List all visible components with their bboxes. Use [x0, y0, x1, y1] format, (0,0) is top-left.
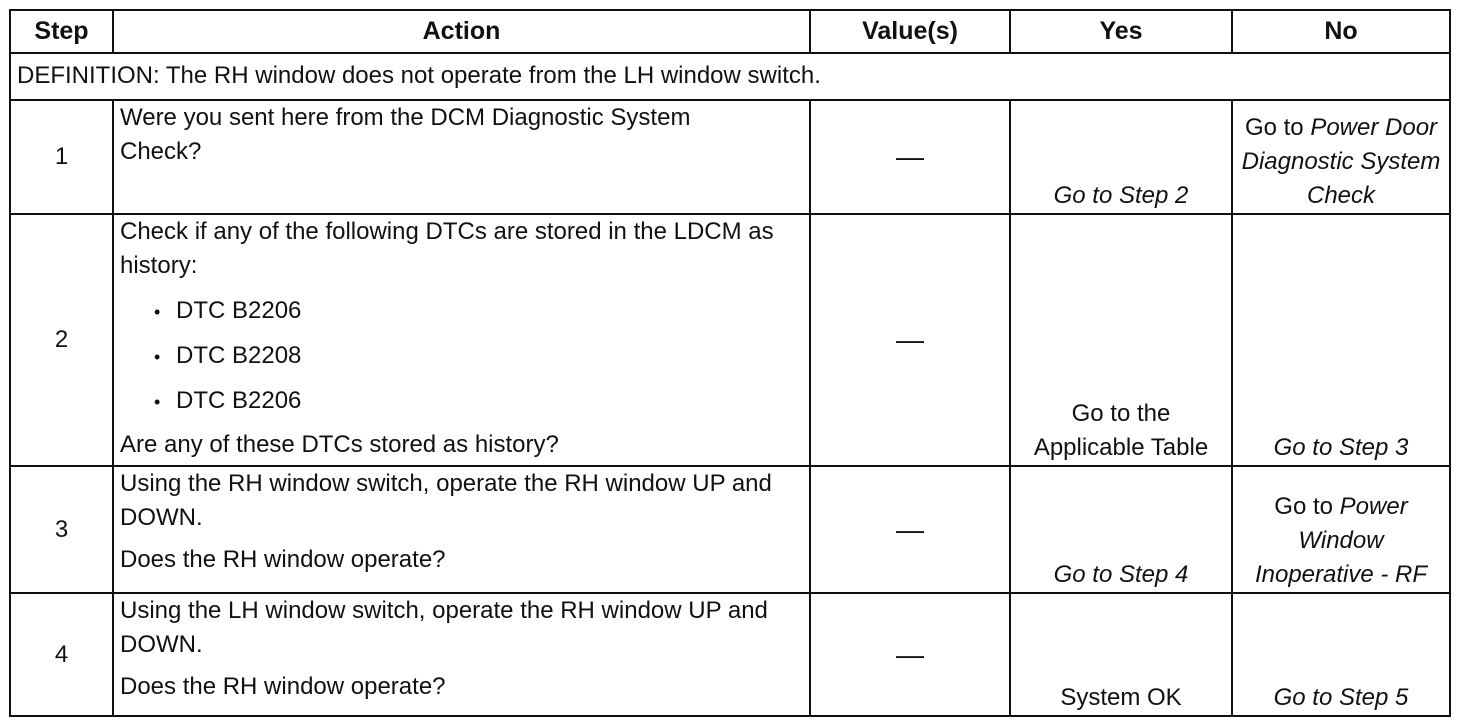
- no-cell: [1232, 100, 1450, 215]
- value-cell: —: [810, 593, 1010, 716]
- action-text: Using the LH window switch, operate the RH window UP and DOWN.: [120, 597, 768, 659]
- definition-text: DEFINITION: The RH window does not operate from the LH window switch.: [10, 53, 1450, 99]
- no-cell: [1232, 593, 1450, 716]
- value-cell: —: [810, 466, 1010, 593]
- header-values: Value(s): [810, 10, 1010, 53]
- dtc-code: DTC B2208: [176, 342, 302, 370]
- yes-cell: [1010, 100, 1232, 215]
- action-question: Does the RH window operate?: [120, 673, 446, 701]
- action-text: Check if any of the following DTCs are stored in the LDCM as history:: [120, 218, 774, 280]
- table-row: [10, 100, 1450, 215]
- table-row: [10, 466, 1450, 593]
- no-link: Power Window Inoperative - RF: [1254, 493, 1428, 589]
- yes-link: Go to Step 2: [1053, 182, 1189, 210]
- step-number: 4: [10, 593, 113, 716]
- list-item: [154, 289, 803, 334]
- definition-row: [10, 53, 1450, 99]
- yes-link: Go to Step 4: [1053, 561, 1189, 589]
- yes-cell: Go to the Applicable Table: [1010, 214, 1232, 466]
- bullet-icon: •: [154, 392, 161, 413]
- list-item: [154, 379, 803, 424]
- action-text: Check?: [120, 137, 202, 165]
- value-cell: —: [810, 214, 1010, 466]
- value-cell: —: [810, 100, 1010, 215]
- action-cell: [113, 593, 810, 716]
- no-cell: [1232, 466, 1450, 593]
- no-prefix: Go to: [1274, 493, 1340, 521]
- header-yes: Yes: [1010, 10, 1232, 53]
- action-question: Does the RH window operate?: [120, 546, 446, 574]
- action-question: Are any of these DTCs stored as history?: [120, 431, 559, 459]
- yes-cell: System OK: [1010, 593, 1232, 716]
- bullet-icon: •: [154, 347, 161, 368]
- dtc-list: [120, 289, 803, 424]
- header-step: Step: [10, 10, 113, 53]
- yes-cell: [1010, 466, 1232, 593]
- action-cell: [113, 466, 810, 593]
- header-no: No: [1232, 10, 1450, 53]
- dtc-code: DTC B2206: [176, 387, 302, 415]
- header-action: Action: [113, 10, 810, 53]
- header-row: [10, 10, 1450, 53]
- no-link: Go to Step 5: [1273, 684, 1409, 711]
- no-cell: [1232, 214, 1450, 466]
- step-number: 2: [10, 214, 113, 466]
- action-cell: [113, 100, 810, 215]
- action-text: Were you sent here from the DCM Diagnostic System: [120, 103, 691, 131]
- no-prefix: Go to: [1244, 114, 1311, 142]
- no-link: Power Door Diagnostic System Check: [1241, 114, 1441, 210]
- bullet-icon: •: [154, 302, 161, 323]
- dtc-code: DTC B2206: [176, 297, 302, 325]
- table-row: [10, 214, 1450, 466]
- action-cell: [113, 214, 810, 466]
- list-item: [154, 334, 803, 379]
- no-link: Go to Step 3: [1273, 434, 1409, 462]
- diagnostic-table: [9, 9, 1451, 717]
- step-number: 3: [10, 466, 113, 593]
- table-row: [10, 593, 1450, 716]
- step-number: 1: [10, 100, 113, 215]
- action-text: Using the RH window switch, operate the RH window UP and DOWN.: [120, 470, 772, 532]
